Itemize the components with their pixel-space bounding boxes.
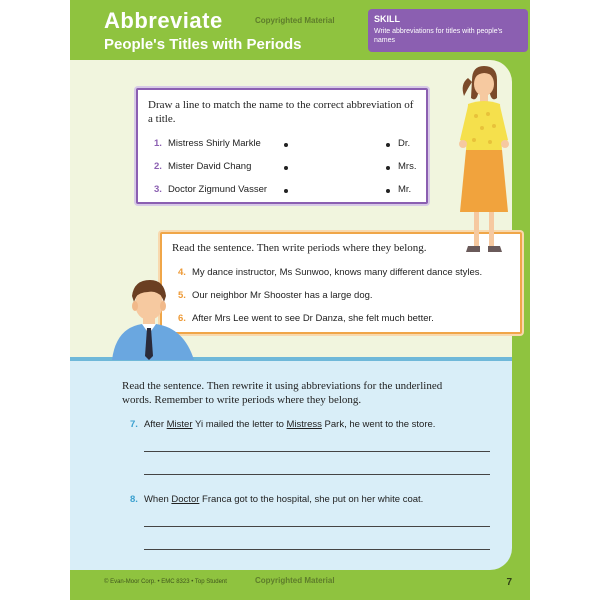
- copyright-bottom: Copyrighted Material: [255, 576, 335, 585]
- match-dot-left-3[interactable]: [284, 189, 288, 193]
- match-abbr-1: Dr.: [398, 138, 411, 149]
- page-subtitle: People's Titles with Periods: [104, 36, 302, 53]
- text-part: After: [143, 419, 167, 430]
- periods-item-5: [178, 290, 373, 301]
- matching-instruction: Draw a line to match the name to the correct abbreviation of a title.: [148, 99, 414, 125]
- answer-line-7b[interactable]: [144, 474, 490, 475]
- item-number: 5.: [178, 290, 186, 301]
- rewrite-question-7: [130, 419, 435, 430]
- item-name: Mister David Chang: [167, 161, 252, 172]
- rewrite-question-8: [130, 494, 423, 505]
- match-dot-left-1[interactable]: [284, 143, 288, 147]
- item-number: 1.: [154, 138, 162, 149]
- item-text: After Mrs Lee went to see Dr Danza, she felt much better.: [191, 313, 434, 324]
- periods-item-6: [178, 313, 434, 324]
- page-number: 7: [506, 577, 512, 588]
- item-number: 3.: [154, 184, 162, 195]
- skill-box: [368, 9, 528, 52]
- skill-description: Write abbreviations for titles with people's names: [374, 28, 503, 44]
- match-dot-right-2[interactable]: [386, 166, 390, 170]
- match-item-1: [154, 138, 261, 149]
- answer-line-8a[interactable]: [144, 526, 490, 527]
- match-dot-right-1[interactable]: [386, 143, 390, 147]
- match-item-3: [154, 184, 267, 195]
- item-text: My dance instructor, Ms Sunwoo, knows many different dance styles.: [191, 267, 483, 278]
- match-abbr-2: Mrs.: [398, 161, 417, 172]
- match-dot-right-3[interactable]: [386, 189, 390, 193]
- skill-label: SKILL: [374, 14, 400, 24]
- copyright-top: Copyrighted Material: [255, 16, 335, 25]
- text-part: Yi mailed the letter to: [192, 419, 287, 430]
- page-title: Abbreviate: [104, 8, 223, 33]
- item-number: 6.: [178, 313, 186, 324]
- matching-box: [136, 88, 428, 204]
- man-illustration: [108, 276, 200, 360]
- item-name: Mistress Shirly Markle: [167, 138, 261, 149]
- rewrite-instruction-line2: words. Remember to write periods where they belong.: [122, 394, 362, 406]
- match-dot-left-2[interactable]: [284, 166, 288, 170]
- underlined-word: Doctor: [171, 494, 200, 505]
- underlined-word: Mister: [166, 419, 193, 430]
- match-abbr-3: Mr.: [398, 184, 412, 195]
- item-number: 2.: [154, 161, 162, 172]
- periods-item-4: [178, 267, 482, 278]
- item-text: Our neighbor Mr Shooster has a large dog.: [191, 290, 373, 301]
- woman-illustration: [454, 64, 514, 264]
- item-name: Doctor Zigmund Vasser: [167, 184, 268, 195]
- item-number: 7.: [130, 419, 138, 430]
- underlined-word: Mistress: [286, 419, 322, 430]
- match-item-2: [154, 161, 251, 172]
- answer-line-7a[interactable]: [144, 451, 490, 452]
- worksheet-page: [70, 0, 530, 600]
- rewrite-instruction-line1: Read the sentence. Then rewrite it using abbreviations for the underlined: [122, 380, 443, 392]
- footer-publisher: © Evan-Moor Corp. • EMC 8323 • Top Student: [104, 579, 227, 585]
- answer-line-8b[interactable]: [144, 549, 490, 550]
- text-part: Park, he went to the store.: [321, 419, 436, 430]
- text-part: When: [143, 494, 172, 505]
- item-number: 4.: [178, 267, 186, 278]
- text-part: Franca got to the hospital, she put on her white coat.: [199, 494, 424, 505]
- periods-instruction: Read the sentence. Then write periods where they belong.: [172, 242, 427, 254]
- item-number: 8.: [130, 494, 138, 505]
